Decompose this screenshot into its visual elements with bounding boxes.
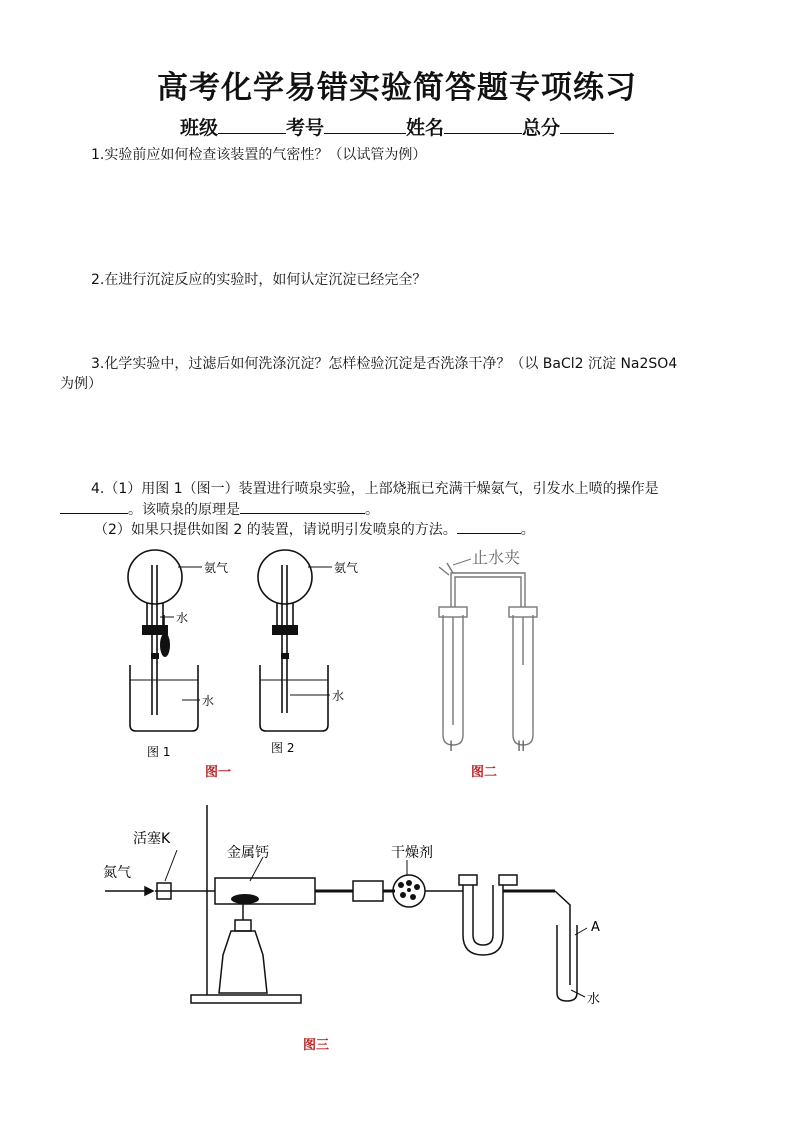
flask-2 bbox=[258, 550, 312, 604]
caption-fig-2: 图 2 bbox=[271, 741, 295, 755]
question-2: 2.在进行沉淀反应的实验时，如何认定沉淀已经完全？ bbox=[91, 272, 427, 288]
question-4-text-2a: 。该喷泉的原理是 bbox=[128, 502, 240, 518]
number-blank bbox=[324, 115, 406, 134]
label-tube-1: I bbox=[449, 739, 454, 755]
page-title: 高考化学易错实验简答题专项练习 bbox=[157, 70, 637, 106]
label-water-2: 水 bbox=[202, 694, 215, 708]
figure-2-two-tubes bbox=[425, 545, 565, 785]
question-4-line-3 bbox=[94, 519, 535, 540]
question-4-line-1: 4.（1）用图 1（图一）装置进行喷泉实验，上部烧瓶已充满干燥氨气，引发水上喷的操作是 bbox=[91, 481, 659, 497]
figure-1-fountain-apparatus bbox=[110, 545, 370, 785]
question-4-text-3b: 。 bbox=[520, 522, 535, 538]
caption-fig-1: 图 1 bbox=[147, 745, 171, 759]
name-label: 姓名 bbox=[406, 117, 445, 139]
question-4-line-2 bbox=[60, 499, 379, 520]
question-3-line-1: 3.化学实验中，过滤后如何洗涤沉淀？怎样检验沉淀是否洗涤干净？（以 BaCl2 沉淀 Na2SO4 bbox=[91, 356, 678, 372]
student-info-line bbox=[0, 113, 794, 140]
answer-blank-2[interactable] bbox=[240, 499, 365, 514]
label-a: A bbox=[591, 920, 600, 935]
question-4-text-3a: （2）如果只提供如图 2 的装置，请说明引发喷泉的方法。 bbox=[94, 522, 457, 538]
label-calcium: 金属钙 bbox=[227, 845, 269, 861]
score-blank bbox=[560, 115, 614, 134]
label-ammonia-2: 氨气 bbox=[334, 561, 359, 575]
score-label: 总分 bbox=[522, 117, 561, 139]
label-valve-k: 活塞K bbox=[133, 831, 171, 847]
class-blank bbox=[218, 115, 286, 134]
caption-figure-one: 图一 bbox=[205, 765, 232, 780]
label-ammonia-1: 氨气 bbox=[204, 561, 229, 575]
label-clamp: 止水夹 bbox=[472, 548, 521, 567]
label-water-3: 水 bbox=[332, 689, 345, 703]
caption-figure-three: 图三 bbox=[303, 1038, 330, 1053]
flask-1 bbox=[128, 550, 182, 604]
label-tube-2: II bbox=[517, 739, 526, 755]
question-4-text-2b: 。 bbox=[365, 502, 379, 518]
label-water: 水 bbox=[587, 992, 601, 1007]
label-desiccant: 干燥剂 bbox=[391, 845, 433, 861]
caption-figure-two: 图二 bbox=[471, 765, 498, 780]
label-nitrogen: 氮气 bbox=[103, 865, 131, 881]
question-1: 1.实验前应如何检查该装置的气密性？（以试管为例） bbox=[91, 147, 427, 163]
name-blank bbox=[444, 115, 522, 134]
question-3-line-2: 为例） bbox=[60, 376, 102, 392]
figure-3-calcium-nitride-apparatus bbox=[95, 795, 615, 1060]
label-water-1: 水 bbox=[176, 611, 189, 625]
answer-blank-1[interactable] bbox=[60, 499, 128, 514]
number-label: 考号 bbox=[285, 117, 324, 139]
class-label: 班级 bbox=[179, 117, 218, 139]
answer-blank-3[interactable] bbox=[457, 519, 521, 534]
